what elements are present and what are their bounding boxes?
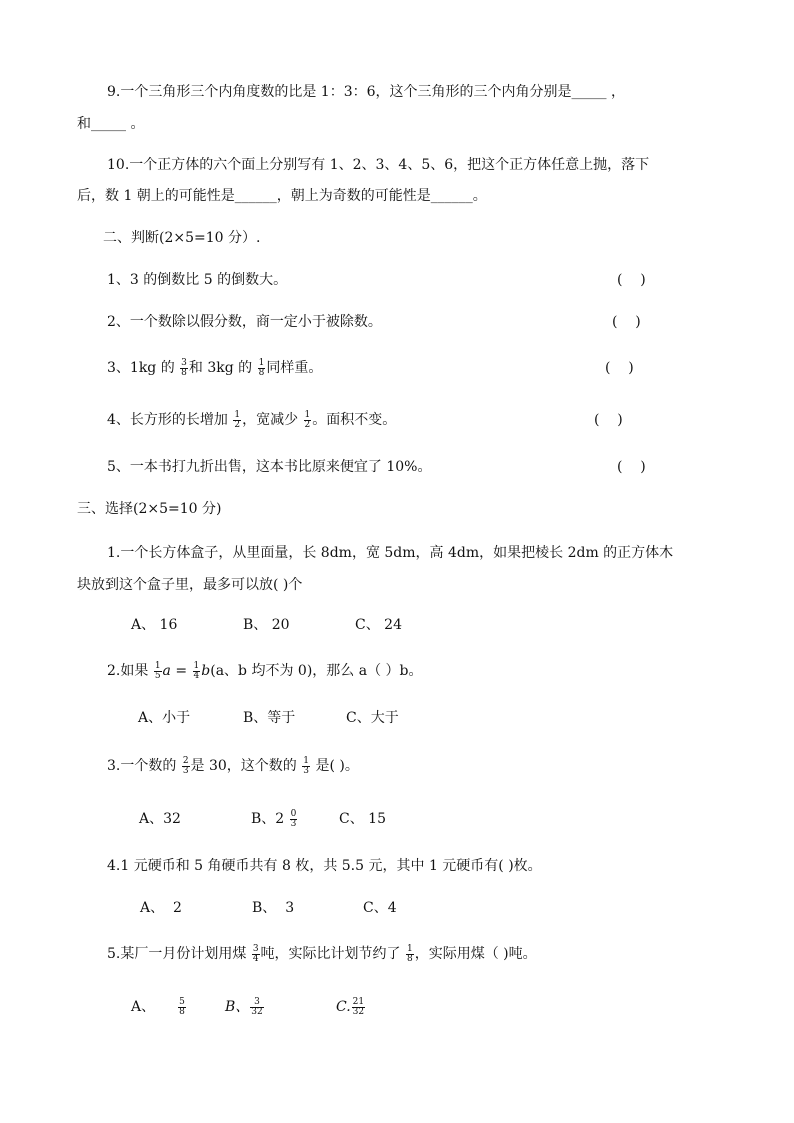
fraction-numerator: 0	[290, 808, 297, 819]
choice-q1-option-b[interactable]: B、 20	[243, 617, 290, 633]
fraction-denominator: 8	[407, 953, 413, 964]
fraction	[302, 757, 310, 776]
variable-b: b	[201, 663, 211, 679]
section3-title: 三、选择(2×5=10 分)	[77, 501, 222, 517]
judge-answer-paren-4[interactable]: ( )	[594, 412, 623, 428]
choice-q3-mid: 是 30，这个数的	[190, 758, 302, 774]
judge-item-1: 1、3 的倒数比 5 的倒数大。	[107, 272, 288, 288]
fraction	[304, 411, 312, 430]
q10-line2: 后，数 1 朝上的可能性是______，朝上为奇数的可能性是______。	[77, 188, 487, 204]
choice-q5-suffix: ，实际用煤（ )吨。	[414, 946, 537, 962]
judge-item-3-mid: 和 3kg 的	[188, 360, 257, 376]
fraction-numerator: 3	[252, 943, 259, 954]
choice-q5-option-b[interactable]	[225, 997, 265, 1017]
fraction-numerator: 2	[182, 755, 189, 766]
fraction-numerator: 5	[179, 996, 185, 1007]
q10-line1: 10.一个正方体的六个面上分别写有 1、2、3、4、5、6，把这个正方体任意上抛，落下	[107, 157, 650, 173]
fraction-numerator: 1	[304, 409, 311, 420]
judge-answer-paren-1[interactable]: ( )	[617, 272, 646, 288]
fraction-denominator: 3	[290, 818, 297, 829]
fraction-numerator: 1	[303, 755, 309, 766]
choice-q2-option-b[interactable]: B、等于	[243, 710, 296, 726]
choice-q5-option-a-label: A、	[131, 999, 156, 1015]
equals-sign: =	[170, 663, 192, 679]
fraction-numerator: 3	[254, 996, 260, 1007]
judge-item-4-prefix: 4、长方形的长增加	[107, 412, 233, 428]
fraction-numerator: 1	[407, 943, 413, 954]
choice-q3-option-b[interactable]	[251, 809, 298, 829]
judge-item-3-suffix: 同样重。	[266, 360, 323, 376]
q9-line1: 9.一个三角形三个内角度数的比是 1：3：6，这个三角形的三个内角分别是_____ ，	[107, 84, 625, 100]
choice-q5-option-c-label: C.	[336, 999, 351, 1015]
choice-q1-line1: 1.一个长方体盒子，从里面量，长 8dm，宽 5dm，高 4dm，如果把棱长 2dm 的正方体木	[107, 545, 674, 561]
fraction-denominator: 2	[304, 419, 311, 430]
fraction-denominator: 32	[251, 1006, 263, 1017]
choice-q1-option-c[interactable]: C、 24	[355, 617, 402, 633]
judge-item-4	[107, 410, 396, 430]
fraction	[154, 662, 162, 681]
judge-answer-paren-2[interactable]: ( )	[612, 314, 641, 330]
fraction	[178, 998, 186, 1017]
judge-item-3	[107, 358, 322, 378]
fraction	[406, 945, 414, 964]
judge-item-4-mid: ，宽减少	[242, 412, 303, 428]
choice-q2-option-c[interactable]: C、大于	[346, 710, 399, 726]
judge-answer-paren-3[interactable]: ( )	[605, 360, 634, 376]
fraction-denominator: 8	[181, 367, 187, 378]
choice-q5-option-b-label: B、	[225, 999, 250, 1015]
fraction-denominator: 2	[234, 419, 241, 430]
fraction-numerator: 21	[352, 996, 365, 1007]
fraction-numerator: 1	[154, 660, 161, 671]
choice-q1-option-a[interactable]: A、 16	[131, 617, 178, 633]
choice-q3-option-b-label: B、2	[251, 811, 289, 827]
fraction-numerator: 1	[193, 660, 200, 671]
fraction	[252, 945, 260, 964]
choice-q2-suffix: (a、b 均不为 0)，那么 a（ ）b。	[210, 663, 423, 679]
choice-q5-stem	[107, 944, 537, 964]
fraction-denominator: 4	[252, 953, 259, 964]
fraction	[180, 359, 188, 378]
choice-q3-option-a[interactable]: A、32	[139, 811, 181, 827]
fraction-denominator: 8	[179, 1006, 185, 1017]
choice-q5-prefix: 5.某厂一月份计划用煤	[107, 946, 251, 962]
fraction	[352, 998, 365, 1017]
choice-q2-stem	[107, 661, 423, 681]
judge-item-3-prefix: 3、1kg 的	[107, 360, 180, 376]
choice-q5-option-c[interactable]	[336, 997, 366, 1017]
choice-q4-option-a[interactable]: A、 2	[140, 900, 182, 916]
fraction	[258, 359, 266, 378]
fraction	[290, 810, 298, 829]
choice-q5-mid: 吨，实际比计划节约了	[260, 946, 405, 962]
choice-q1-line2: 块放到这个盒子里，最多可以放( )个	[77, 577, 303, 593]
judge-item-4-suffix: 。面积不变。	[312, 412, 397, 428]
fraction	[233, 411, 241, 430]
judge-item-5: 5、一本书打九折出售，这本书比原来便宜了 10%。	[107, 459, 432, 475]
choice-q3-prefix: 3.一个数的	[107, 758, 181, 774]
fraction-denominator: 4	[193, 670, 200, 681]
choice-q4-option-c[interactable]: C、4	[363, 900, 397, 916]
fraction	[193, 662, 201, 681]
choice-q2-option-a[interactable]: A、小于	[138, 710, 191, 726]
choice-q3-stem	[107, 756, 359, 776]
choice-q3-option-c[interactable]: C、 15	[339, 811, 386, 827]
fraction-denominator: 3	[303, 765, 309, 776]
choice-q4-option-b[interactable]: B、 3	[252, 900, 295, 916]
choice-q3-suffix: 是( )。	[311, 758, 359, 774]
fraction-numerator: 3	[181, 357, 187, 368]
choice-q5-option-a[interactable]	[131, 997, 187, 1017]
fraction-denominator: 32	[352, 1006, 365, 1017]
q9-line2: 和_____ 。	[77, 116, 145, 132]
fraction-denominator: 3	[182, 765, 189, 776]
fraction-numerator: 1	[234, 409, 241, 420]
judge-answer-paren-5[interactable]: ( )	[617, 459, 646, 475]
choice-q2-prefix: 2.如果	[107, 663, 153, 679]
choice-q4-stem: 4.1 元硬币和 5 角硬币共有 8 枚，共 5.5 元，其中 1 元硬币有( )枚。	[107, 858, 542, 874]
judge-item-2: 2、一个数除以假分数，商一定小于被除数。	[107, 314, 382, 330]
fraction-denominator: 5	[154, 670, 161, 681]
fraction-numerator: 1	[258, 357, 265, 368]
fraction	[182, 757, 190, 776]
fraction-denominator: 8	[258, 367, 265, 378]
fraction	[250, 998, 263, 1017]
variable-a: a	[162, 663, 171, 679]
section2-title: 二、判断(2×5=10 分）.	[103, 230, 261, 246]
